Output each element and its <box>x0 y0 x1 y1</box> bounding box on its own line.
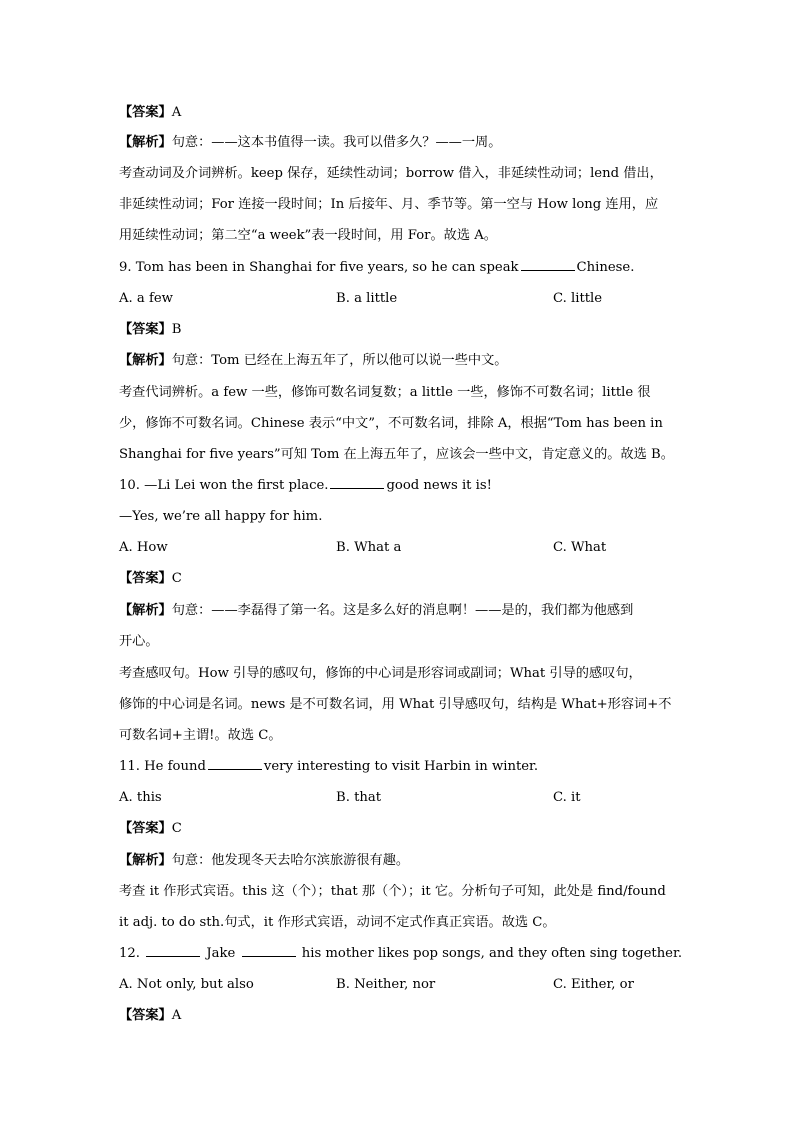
analysis-text: 考查 it 作形式宾语。this 这（个）；that 那（个）；it 它。分析句子可知，此处是 find/found <box>119 884 666 899</box>
option-a: A. a few <box>119 291 173 306</box>
question-stem: 11. He found very interesting to visit Harbin in winter. <box>119 759 539 774</box>
answer-blank <box>208 757 262 770</box>
option-a: A. How <box>119 540 168 555</box>
analysis-line: 【解析】句意：——这本书值得一读。我可以借多久？——一周。 <box>119 135 502 150</box>
answer-value: C <box>171 571 182 586</box>
analysis-text: it adj. to do sth.句式，it 作形式宾语，动词不定式作真正宾语。故选 C。 <box>119 915 556 930</box>
answer-line: 【答案】A <box>119 105 182 120</box>
question-stem: 12. Jake his mother likes pop songs, and they often sing together. <box>119 946 683 961</box>
option-c: C. What <box>553 540 607 555</box>
answer-line: 【答案】A <box>119 1008 182 1023</box>
analysis-text: 考查代词辨析。a few 一些，修饰可数名词复数；a little 一些，修饰不可数名词；little 很 <box>119 385 651 400</box>
option-c: C. little <box>553 291 603 306</box>
answer-blank <box>521 258 575 271</box>
analysis-text: Shanghai for five years”可知 Tom 在上海五年了，应该会一些中文，肯定意义的。故选 B。 <box>119 447 674 462</box>
analysis-line: 【解析】句意：他发现冬天去哈尔滨旅游很有趣。 <box>119 853 410 868</box>
analysis-line: 【解析】句意：Tom 已经在上海五年了，所以他可以说一些中文。 <box>119 353 508 368</box>
option-b: B. a little <box>336 291 398 306</box>
option-a: A. this <box>119 790 162 805</box>
question-stem-2: —Yes, we’re all happy for him. <box>119 509 323 524</box>
answer-line: 【答案】C <box>119 821 182 836</box>
question-stem: 9. Tom has been in Shanghai for five years, so he can speak Chinese. <box>119 260 635 275</box>
answer-value: C <box>171 821 182 836</box>
analysis-text: 修饰的中心词是名词。news 是不可数名词，用 What 引导感叹句，结构是 What+形容词+不 <box>119 697 672 712</box>
answer-value: B <box>171 322 182 337</box>
analysis-text: 少，修饰不可数名词。Chinese 表示“中文”，不可数名词，排除 A，根据“Tom has been in <box>119 416 663 431</box>
option-c: C. it <box>553 790 581 805</box>
analysis-text: 非延续性动词；For 连接一段时间；In 后接年、月、季节等。第一空与 How long 连用，应 <box>119 197 659 212</box>
answer-line: 【答案】C <box>119 571 182 586</box>
analysis-text: 考查感叹句。How 引导的感叹句，修饰的中心词是形容词或副词；What 引导的感叹句， <box>119 666 642 681</box>
option-a: A. Not only, but also <box>119 977 254 992</box>
option-c: C. Either, or <box>553 977 634 992</box>
analysis-text: 开心。 <box>119 634 159 649</box>
question-stem: 10. —Li Lei won the first place. good news it is! <box>119 478 492 493</box>
analysis-text: 用延续性动词；第二空“a week”表一段时间，用 For。故选 A。 <box>119 228 497 243</box>
answer-value: A <box>171 105 182 120</box>
answer-blank <box>330 476 384 489</box>
analysis-text: 考查动词及介词辨析。keep 保存，延续性动词；borrow 借入，非延续性动词；lend 借出， <box>119 166 663 181</box>
answer-line: 【答案】B <box>119 322 182 337</box>
answer-blank <box>242 944 296 957</box>
analysis-text: 可数名词+主谓!。故选 C。 <box>119 728 282 743</box>
option-b: B. Neither, nor <box>336 977 436 992</box>
answer-value: A <box>171 1008 182 1023</box>
analysis-line: 【解析】句意：——李磊得了第一名。这是多么好的消息啊！——是的，我们都为他感到 <box>119 603 634 618</box>
answer-blank <box>146 944 200 957</box>
option-b: B. that <box>336 790 382 805</box>
option-b: B. What a <box>336 540 402 555</box>
